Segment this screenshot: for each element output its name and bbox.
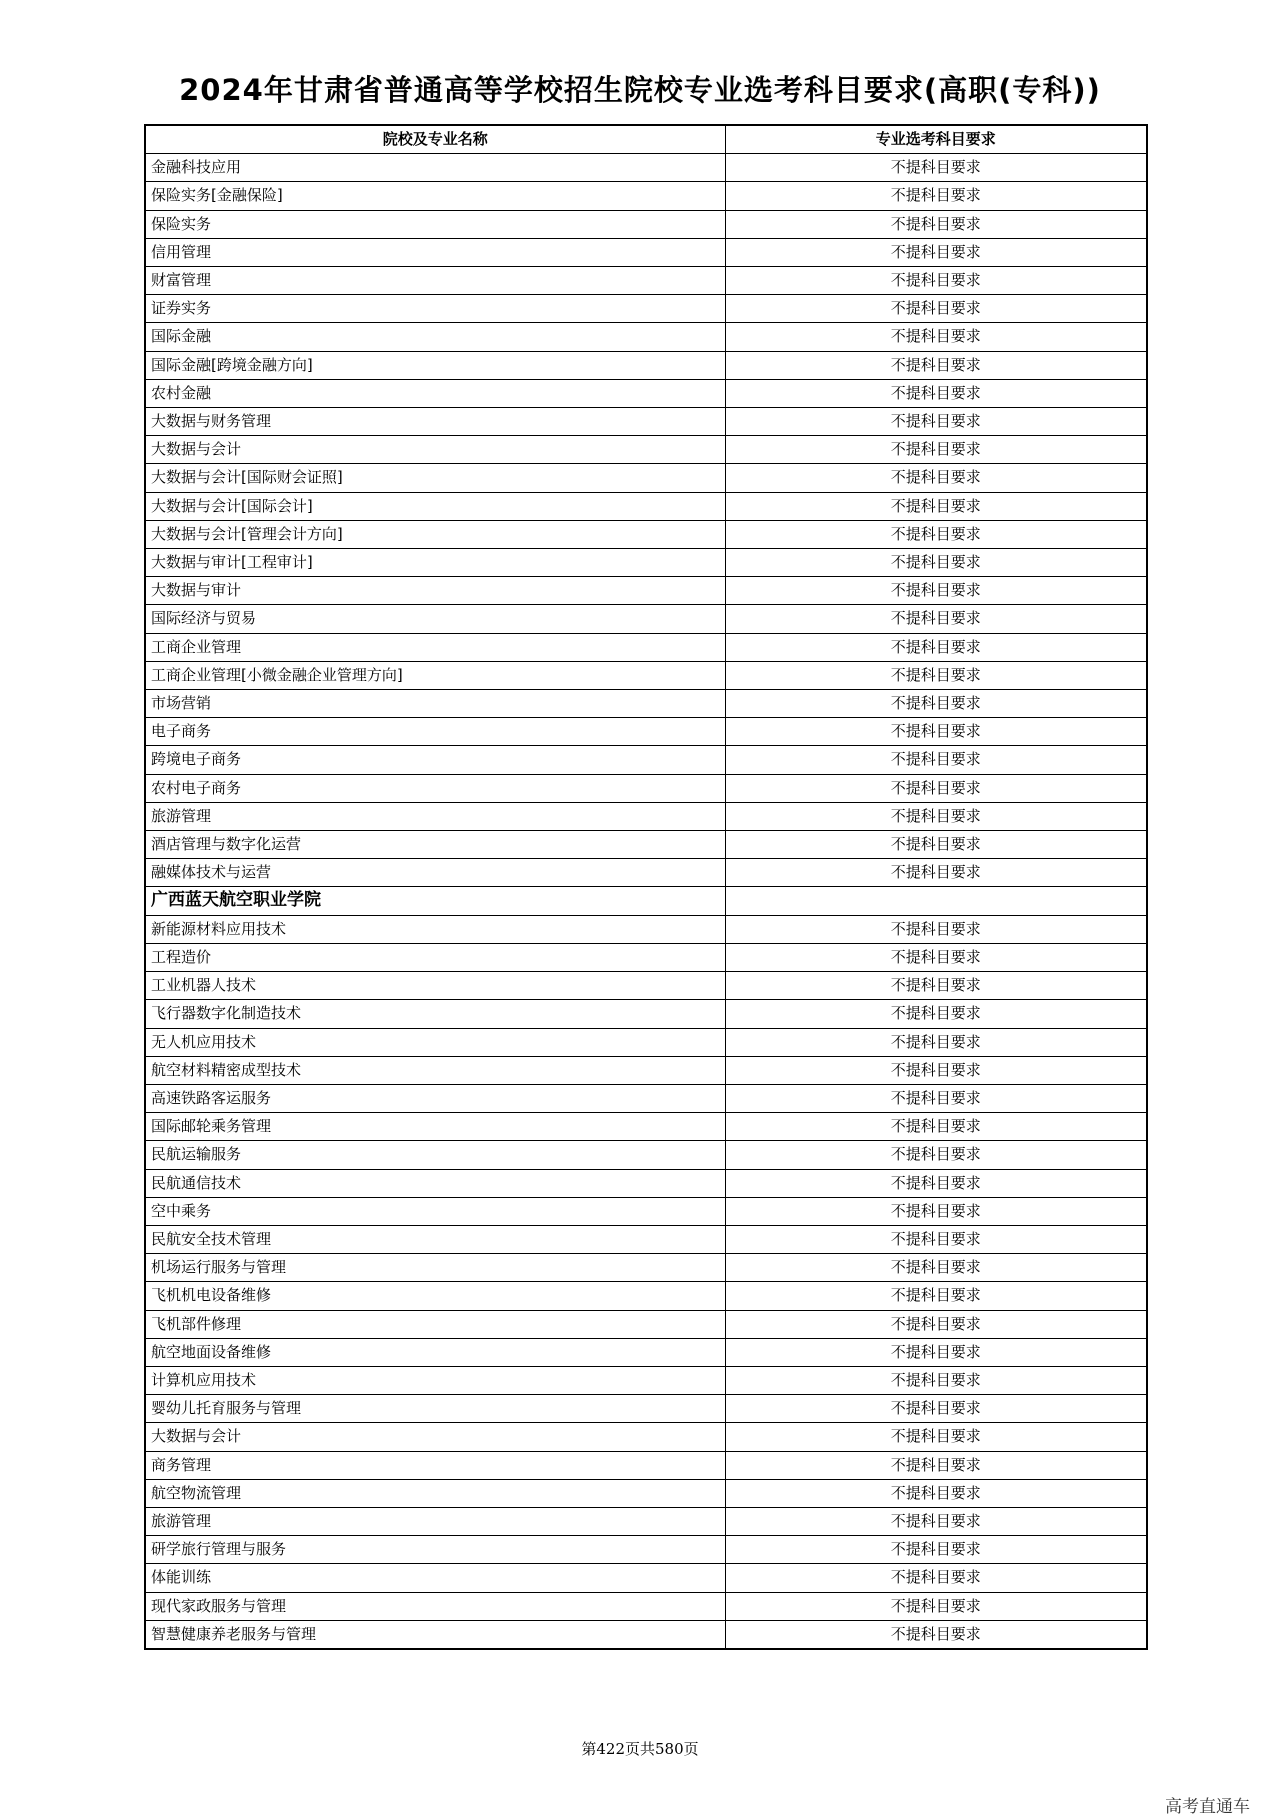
- major-name-cell: 大数据与会计[国际财会证照]: [145, 464, 725, 492]
- requirement-cell: 不提科目要求: [725, 577, 1147, 605]
- major-name-cell: 跨境电子商务: [145, 746, 725, 774]
- major-name-cell: 国际邮轮乘务管理: [145, 1113, 725, 1141]
- table-row: [145, 210, 1147, 238]
- major-name-cell: 工商企业管理[小微金融企业管理方向]: [145, 661, 725, 689]
- table-row: [145, 1536, 1147, 1564]
- requirement-cell: 不提科目要求: [725, 182, 1147, 210]
- requirement-cell: 不提科目要求: [725, 408, 1147, 436]
- major-name-cell: 大数据与会计[国际会计]: [145, 492, 725, 520]
- table-row: [145, 436, 1147, 464]
- table-row: [145, 661, 1147, 689]
- requirement-cell: 不提科目要求: [725, 323, 1147, 351]
- table-row: [145, 1564, 1147, 1592]
- major-name-cell: 工业机器人技术: [145, 972, 725, 1000]
- requirement-cell: 不提科目要求: [725, 802, 1147, 830]
- requirement-cell: 不提科目要求: [725, 1254, 1147, 1282]
- table-row: [145, 859, 1147, 887]
- requirement-cell: 不提科目要求: [725, 1225, 1147, 1253]
- table-row: [145, 379, 1147, 407]
- major-name-cell: 国际金融[跨境金融方向]: [145, 351, 725, 379]
- major-name-cell: 婴幼儿托育服务与管理: [145, 1395, 725, 1423]
- major-name-cell: 机场运行服务与管理: [145, 1254, 725, 1282]
- major-name-cell: 证券实务: [145, 295, 725, 323]
- requirement-cell: 不提科目要求: [725, 492, 1147, 520]
- table-row: [145, 718, 1147, 746]
- requirement-cell: 不提科目要求: [725, 154, 1147, 182]
- table-row: [145, 1197, 1147, 1225]
- school-name-cell: 广西蓝天航空职业学院: [145, 887, 725, 915]
- table-row: [145, 1451, 1147, 1479]
- table-row: [145, 1592, 1147, 1620]
- major-name-cell: 工程造价: [145, 943, 725, 971]
- major-name-cell: 大数据与会计: [145, 436, 725, 464]
- table-row: [145, 408, 1147, 436]
- table-row: [145, 605, 1147, 633]
- major-name-cell: 大数据与会计[管理会计方向]: [145, 520, 725, 548]
- table-row: [145, 1620, 1147, 1649]
- major-name-cell: 高速铁路客运服务: [145, 1084, 725, 1112]
- requirement-cell: 不提科目要求: [725, 915, 1147, 943]
- major-name-cell: 飞机部件修理: [145, 1310, 725, 1338]
- table-row: [145, 267, 1147, 295]
- major-name-cell: 财富管理: [145, 267, 725, 295]
- table-header-row: [145, 125, 1147, 154]
- requirement-cell: 不提科目要求: [725, 1423, 1147, 1451]
- table-row: [145, 492, 1147, 520]
- major-name-cell: 商务管理: [145, 1451, 725, 1479]
- requirement-cell: 不提科目要求: [725, 1310, 1147, 1338]
- requirement-cell: 不提科目要求: [725, 1366, 1147, 1394]
- major-name-cell: 飞行器数字化制造技术: [145, 1000, 725, 1028]
- requirement-cell: 不提科目要求: [725, 1141, 1147, 1169]
- table-row: [145, 1084, 1147, 1112]
- major-name-cell: 民航通信技术: [145, 1169, 725, 1197]
- table-row: [145, 943, 1147, 971]
- major-name-cell: 保险实务: [145, 210, 725, 238]
- requirement-cell: 不提科目要求: [725, 1282, 1147, 1310]
- requirement-cell: 不提科目要求: [725, 1169, 1147, 1197]
- requirement-cell: 不提科目要求: [725, 972, 1147, 1000]
- major-name-cell: 旅游管理: [145, 802, 725, 830]
- requirement-cell: 不提科目要求: [725, 238, 1147, 266]
- major-name-cell: 农村金融: [145, 379, 725, 407]
- requirement-cell: 不提科目要求: [725, 859, 1147, 887]
- major-name-cell: 无人机应用技术: [145, 1028, 725, 1056]
- major-name-cell: 航空材料精密成型技术: [145, 1056, 725, 1084]
- requirement-cell: 不提科目要求: [725, 1000, 1147, 1028]
- table-row: [145, 1423, 1147, 1451]
- major-name-cell: 智慧健康养老服务与管理: [145, 1620, 725, 1649]
- table-row: [145, 1113, 1147, 1141]
- major-name-cell: 现代家政服务与管理: [145, 1592, 725, 1620]
- requirement-cell: 不提科目要求: [725, 1451, 1147, 1479]
- table-body: [145, 154, 1147, 1649]
- major-name-cell: 电子商务: [145, 718, 725, 746]
- requirement-cell: 不提科目要求: [725, 1564, 1147, 1592]
- subject-requirements-table: [144, 124, 1148, 1650]
- requirement-cell: 不提科目要求: [725, 1028, 1147, 1056]
- table-row: [145, 323, 1147, 351]
- table-row: [145, 802, 1147, 830]
- requirement-cell: 不提科目要求: [725, 1620, 1147, 1649]
- major-name-cell: 民航运输服务: [145, 1141, 725, 1169]
- table-row: [145, 690, 1147, 718]
- page-title: 2024年甘肃省普通高等学校招生院校专业选考科目要求(高职(专科)): [179, 73, 1101, 107]
- requirement-cell: 不提科目要求: [725, 690, 1147, 718]
- requirement-cell: 不提科目要求: [725, 464, 1147, 492]
- requirement-cell: 不提科目要求: [725, 661, 1147, 689]
- table-row: [145, 1310, 1147, 1338]
- major-name-cell: 旅游管理: [145, 1507, 725, 1535]
- requirement-cell: 不提科目要求: [725, 1113, 1147, 1141]
- table-row: [145, 1169, 1147, 1197]
- major-name-cell: 酒店管理与数字化运营: [145, 831, 725, 859]
- table-row: [145, 1028, 1147, 1056]
- requirement-cell: 不提科目要求: [725, 1536, 1147, 1564]
- school-group-row: [145, 887, 1147, 915]
- table-row: [145, 831, 1147, 859]
- major-name-cell: 信用管理: [145, 238, 725, 266]
- major-name-cell: 航空地面设备维修: [145, 1338, 725, 1366]
- requirement-cell: 不提科目要求: [725, 1084, 1147, 1112]
- table-row: [145, 154, 1147, 182]
- requirement-cell: [725, 887, 1147, 915]
- major-name-cell: 保险实务[金融保险]: [145, 182, 725, 210]
- corner-label: 高考直通车: [1165, 1797, 1250, 1817]
- table-row: [145, 633, 1147, 661]
- requirement-cell: 不提科目要求: [725, 1507, 1147, 1535]
- table-row: [145, 915, 1147, 943]
- major-name-cell: 大数据与财务管理: [145, 408, 725, 436]
- requirement-cell: 不提科目要求: [725, 774, 1147, 802]
- table-row: [145, 238, 1147, 266]
- table-row: [145, 1366, 1147, 1394]
- table-row: [145, 577, 1147, 605]
- major-name-cell: 新能源材料应用技术: [145, 915, 725, 943]
- table-row: [145, 1056, 1147, 1084]
- header-subject-requirement: 专业选考科目要求: [725, 125, 1147, 154]
- requirement-cell: 不提科目要求: [725, 379, 1147, 407]
- table-row: [145, 351, 1147, 379]
- requirement-cell: 不提科目要求: [725, 351, 1147, 379]
- requirement-cell: 不提科目要求: [725, 746, 1147, 774]
- table-row: [145, 464, 1147, 492]
- major-name-cell: 民航安全技术管理: [145, 1225, 725, 1253]
- page-number: 第422页共580页: [581, 1740, 699, 1758]
- requirement-cell: 不提科目要求: [725, 549, 1147, 577]
- table-row: [145, 1000, 1147, 1028]
- table-row: [145, 774, 1147, 802]
- requirement-cell: 不提科目要求: [725, 633, 1147, 661]
- requirement-cell: 不提科目要求: [725, 436, 1147, 464]
- major-name-cell: 市场营销: [145, 690, 725, 718]
- table-row: [145, 1395, 1147, 1423]
- table-row: [145, 1479, 1147, 1507]
- table-row: [145, 1141, 1147, 1169]
- requirement-cell: 不提科目要求: [725, 605, 1147, 633]
- major-name-cell: 农村电子商务: [145, 774, 725, 802]
- major-name-cell: 研学旅行管理与服务: [145, 1536, 725, 1564]
- major-name-cell: 计算机应用技术: [145, 1366, 725, 1394]
- requirement-cell: 不提科目要求: [725, 520, 1147, 548]
- requirement-cell: 不提科目要求: [725, 718, 1147, 746]
- requirement-cell: 不提科目要求: [725, 1592, 1147, 1620]
- table-row: [145, 1507, 1147, 1535]
- table-row: [145, 182, 1147, 210]
- major-name-cell: 体能训练: [145, 1564, 725, 1592]
- table-row: [145, 1254, 1147, 1282]
- table-row: [145, 1225, 1147, 1253]
- requirement-cell: 不提科目要求: [725, 831, 1147, 859]
- requirement-cell: 不提科目要求: [725, 1197, 1147, 1225]
- table-row: [145, 549, 1147, 577]
- table-row: [145, 1282, 1147, 1310]
- requirement-cell: 不提科目要求: [725, 1338, 1147, 1366]
- requirement-cell: 不提科目要求: [725, 295, 1147, 323]
- major-name-cell: 飞机机电设备维修: [145, 1282, 725, 1310]
- major-name-cell: 金融科技应用: [145, 154, 725, 182]
- major-name-cell: 空中乘务: [145, 1197, 725, 1225]
- table-row: [145, 1338, 1147, 1366]
- major-name-cell: 大数据与审计: [145, 577, 725, 605]
- table-row: [145, 746, 1147, 774]
- requirement-cell: 不提科目要求: [725, 210, 1147, 238]
- header-major-name: 院校及专业名称: [145, 125, 725, 154]
- requirement-cell: 不提科目要求: [725, 1056, 1147, 1084]
- table-row: [145, 972, 1147, 1000]
- major-name-cell: 航空物流管理: [145, 1479, 725, 1507]
- major-name-cell: 大数据与会计: [145, 1423, 725, 1451]
- requirement-cell: 不提科目要求: [725, 267, 1147, 295]
- major-name-cell: 国际经济与贸易: [145, 605, 725, 633]
- major-name-cell: 融媒体技术与运营: [145, 859, 725, 887]
- requirement-cell: 不提科目要求: [725, 1395, 1147, 1423]
- requirement-cell: 不提科目要求: [725, 1479, 1147, 1507]
- major-name-cell: 工商企业管理: [145, 633, 725, 661]
- table-row: [145, 520, 1147, 548]
- requirement-cell: 不提科目要求: [725, 943, 1147, 971]
- table-row: [145, 295, 1147, 323]
- major-name-cell: 大数据与审计[工程审计]: [145, 549, 725, 577]
- major-name-cell: 国际金融: [145, 323, 725, 351]
